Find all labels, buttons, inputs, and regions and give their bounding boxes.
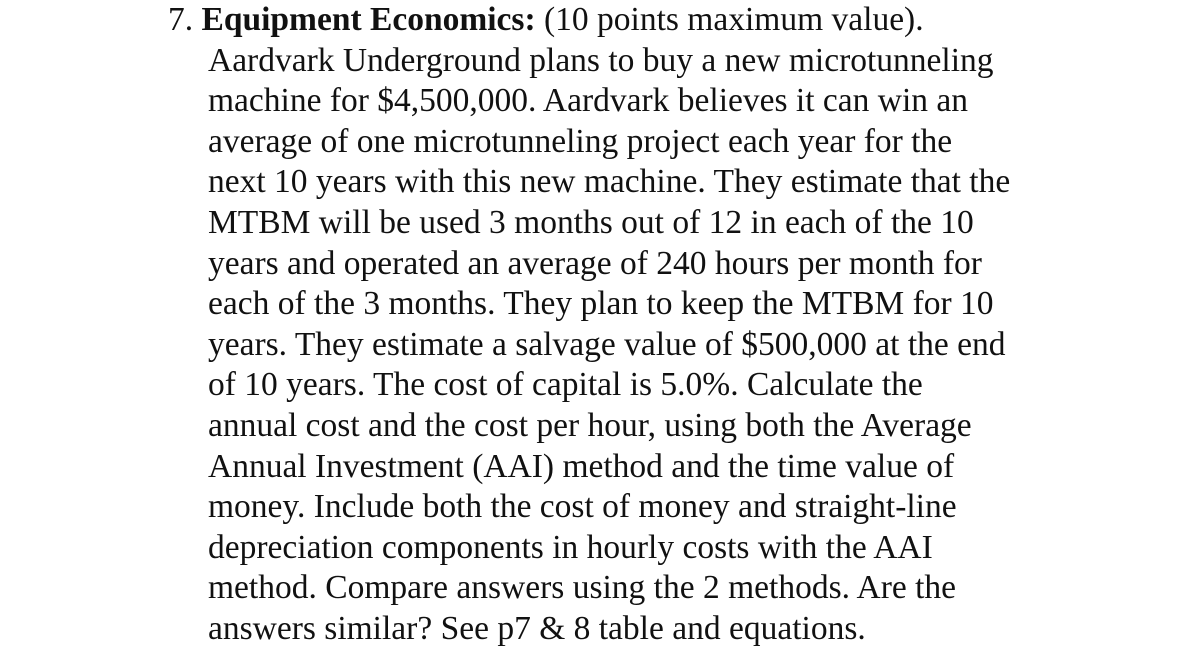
question-line: next 10 years with this new machine. They estimate that the <box>208 163 1011 201</box>
question-line: Aardvark Underground plans to buy a new microtunneling <box>208 41 994 79</box>
question-line: MTBM will be used 3 months out of 12 in each of the 10 <box>208 203 974 241</box>
question-line: each of the 3 months. They plan to keep the MTBM for 10 <box>208 285 994 323</box>
question-line: years. They estimate a salvage value of $500,000 at the end <box>208 325 1006 363</box>
question-title: Equipment Economics: <box>201 1 536 38</box>
question-line: answers similar? See p7 & 8 table and equations. <box>208 609 866 647</box>
question-line: average of one microtunneling project each year for the <box>208 122 953 160</box>
question-line: method. Compare answers using the 2 methods. Are the <box>208 569 957 607</box>
question-line: annual cost and the cost per hour, using both the Average <box>208 406 972 444</box>
question-heading <box>168 0 1168 41</box>
question-line: years and operated an average of 240 hours per month for <box>208 244 982 282</box>
question-line: Annual Investment (AAI) method and the time value of <box>208 447 955 485</box>
question-line: money. Include both the cost of money and straight-line <box>208 488 957 526</box>
question-line: depreciation components in hourly costs with the AAI <box>208 528 933 566</box>
question-line: machine for $4,500,000. Aardvark believes it can win an <box>208 82 969 120</box>
question-block <box>168 0 1168 650</box>
question-line: of 10 years. The cost of capital is 5.0%. Calculate the <box>208 366 923 404</box>
question-number: 7. <box>168 1 194 38</box>
question-points: (10 points maximum value). <box>543 1 924 38</box>
